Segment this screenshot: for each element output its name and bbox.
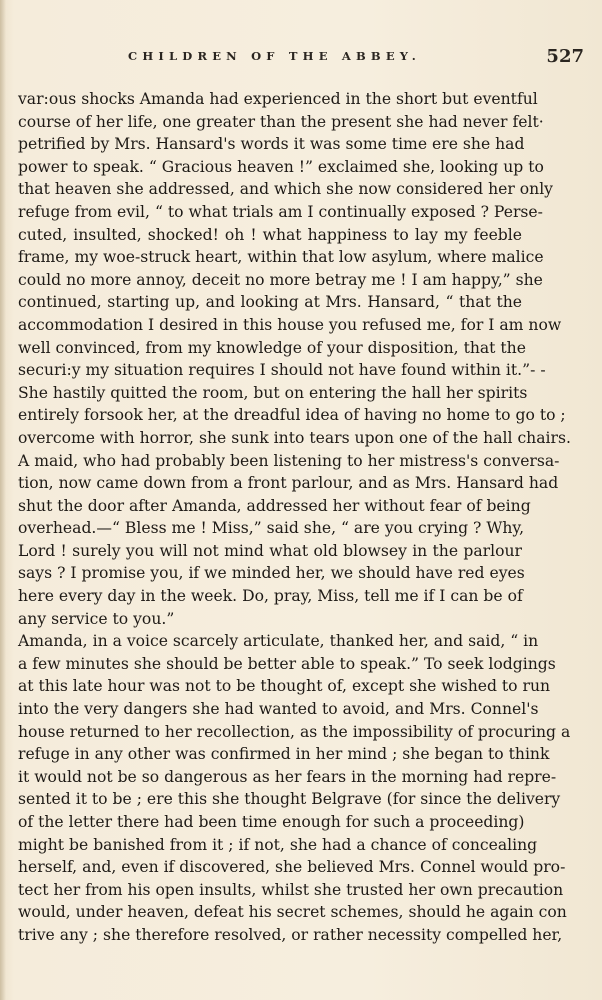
text-line: well convinced, from my knowledge of your disposition, that the xyxy=(18,338,526,357)
text-line: shut the door after Amanda, addressed her without fear of being xyxy=(18,496,531,515)
text-line: power to speak. “ Gracious heaven !” exclaimed she, looking up to xyxy=(18,157,544,176)
text-line: overhead.—“ Bless me ! Miss,” said she, “ are you crying ? Why, xyxy=(18,519,525,538)
text-line: that heaven she addressed, and which she now considered her only xyxy=(18,180,553,199)
text-line: any service to you.” xyxy=(18,609,175,628)
text-line: overcome with horror, she sunk into tears upon one of the hall chairs. xyxy=(18,428,571,447)
text-line: says ? I promise you, if we minded her, we should have red eyes xyxy=(18,564,525,583)
text-line: refuge from evil, “ to what trials am I continually exposed ? Perse- xyxy=(18,202,543,221)
text-line: continued, starting up, and looking at Mrs. Hansard, “ that the xyxy=(18,293,522,312)
running-title: CHILDREN OF THE ABBEY. xyxy=(128,49,421,63)
text-line: frame, my woe-struck heart, within that low asylum, where malice xyxy=(18,248,544,267)
running-head xyxy=(18,46,584,70)
text-line: Amanda, in a voice scarcely articulate, thanked her, and said, “ in xyxy=(18,632,539,651)
text-line: refuge in any other was confirmed in her mind ; she began to think xyxy=(18,745,550,764)
text-line: cuted, insulted, shocked! oh ! what happiness to lay my feeble xyxy=(18,225,522,244)
text-line: it would not be so dangerous as her fears in the morning had repre- xyxy=(18,767,557,786)
text-line: here every day in the week. Do, pray, Miss, tell me if I can be of xyxy=(18,587,523,606)
text-line: A maid, who had probably been listening to her mistress's conversa- xyxy=(18,451,560,470)
text-line: Lord ! surely you will not mind what old blowsey in the parlour xyxy=(18,541,522,560)
text-line: securi:y my situation requires I should not have found within it.”- - xyxy=(18,361,546,380)
binding-shadow xyxy=(0,0,6,1000)
text-line: trive any ; she therefore resolved, or rather necessity compelled her, xyxy=(18,925,563,944)
text-line: of the letter there had been time enough for such a proceeding) xyxy=(18,813,525,831)
text-line: a few minutes she should be better able to speak.” To seek lodgings xyxy=(18,654,556,673)
page-number: 527 xyxy=(546,46,584,67)
text-line: petrified by Mrs. Hansard's words it was some time ere she had xyxy=(18,135,525,154)
text-line: sented it to be ; ere this she thought Belgrave (for since the delivery xyxy=(18,790,561,809)
body-text xyxy=(18,88,571,947)
text-line: house returned to her recollection, as the impossibility of procuring a xyxy=(18,722,571,741)
text-line: She hastily quitted the room, but on entering the hall her spirits xyxy=(18,383,528,402)
text-line: var:ous shocks Amanda had experienced in the short but eventful xyxy=(18,90,538,108)
text-line: might be banished from it ; if not, she had a chance of concealing xyxy=(18,835,538,854)
text-line: herself, and, even if discovered, she believed Mrs. Connel would pro- xyxy=(18,858,566,877)
text-line: at this late hour was not to be thought of, except she wished to run xyxy=(18,677,551,696)
text-line: tion, now came down from a front parlour, and as Mrs. Hansard had xyxy=(18,474,559,493)
text-line: would, under heaven, defeat his secret schemes, should he again con xyxy=(18,903,567,922)
text-line: accommodation I desired in this house you refused me, for I am now xyxy=(18,315,562,334)
text-line: into the very dangers she had wanted to avoid, and Mrs. Connel's xyxy=(18,700,539,719)
text-line: tect her from his open insults, whilst she trusted her own precaution xyxy=(18,880,564,899)
text-line: could no more annoy, deceit no more betray me ! I am happy,” she xyxy=(18,270,543,289)
text-line: entirely forsook her, at the dreadful idea of having no home to go to ; xyxy=(18,406,566,425)
text-line: course of her life, one greater than the present she had never felt· xyxy=(18,112,544,131)
